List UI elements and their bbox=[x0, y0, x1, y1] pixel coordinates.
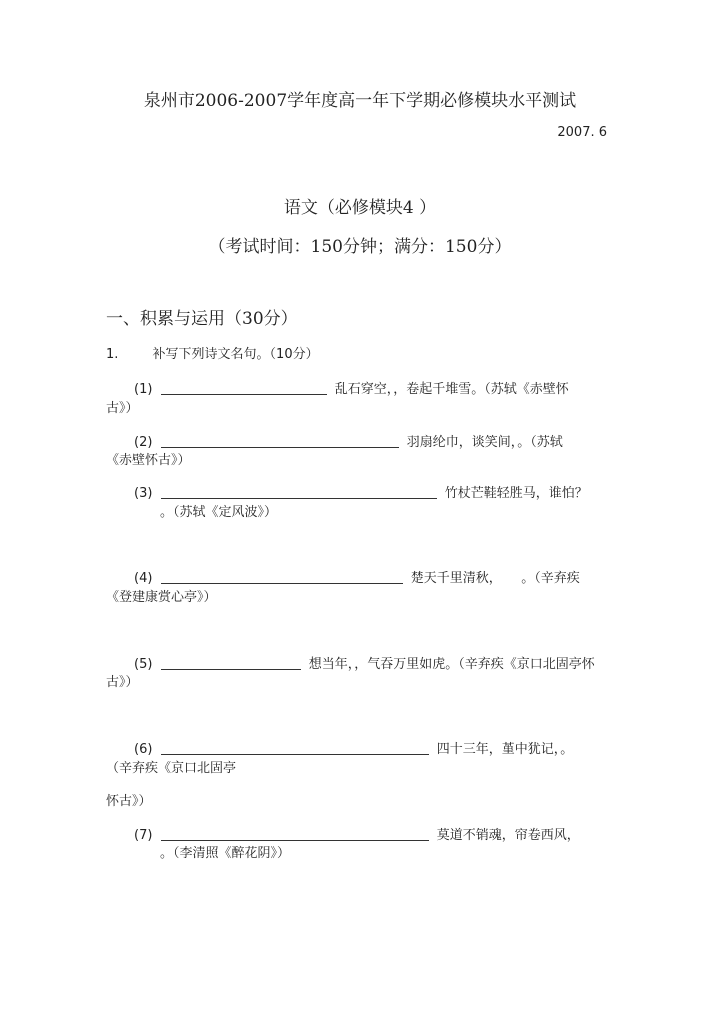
item-1 bbox=[134, 378, 569, 397]
item-6-continuation: （辛弃疾《京口北固亭 bbox=[106, 761, 237, 776]
item-4 bbox=[134, 567, 580, 586]
item-text: 想当年，，气吞万里如虎。（辛弃疾《京口北固亭怀 bbox=[308, 657, 595, 672]
item-text: 竹杖芒鞋轻胜马，谁怕？ bbox=[444, 486, 588, 501]
item-5-continuation: 古》） bbox=[106, 675, 139, 690]
item-1-continuation: 古》） bbox=[106, 401, 139, 416]
subject-title: 语文（必修模块4 ） bbox=[283, 198, 437, 218]
item-number: (5) bbox=[134, 657, 153, 672]
item-text: 莫道不销魂，帘卷西风， bbox=[436, 828, 580, 843]
answer-blank[interactable] bbox=[161, 438, 399, 448]
item-2 bbox=[134, 431, 563, 450]
answer-blank[interactable] bbox=[161, 660, 301, 670]
answer-blank[interactable] bbox=[161, 385, 327, 395]
answer-blank[interactable] bbox=[161, 831, 429, 841]
item-3 bbox=[134, 482, 588, 501]
item-4-continuation: 《登建康赏心亭》） bbox=[106, 590, 217, 605]
item-number: (7) bbox=[134, 828, 153, 843]
answer-blank[interactable] bbox=[161, 574, 403, 584]
item-7-continuation: 。（李清照《醉花阴》） bbox=[160, 846, 291, 861]
item-number: (3) bbox=[134, 486, 153, 501]
item-6 bbox=[134, 738, 573, 757]
item-text: 羽扇纶巾，谈笑间，。（苏轼 bbox=[406, 435, 563, 450]
item-text: 楚天千里清秋， 。（辛弃疾 bbox=[410, 571, 580, 586]
item-text: 四十三年，堇中犹记，。 bbox=[436, 742, 574, 757]
item-number: (1) bbox=[134, 382, 153, 397]
item-text: 乱石穿空，，卷起千堆雪。（苏轼《赤壁怀 bbox=[334, 382, 569, 397]
item-number: (4) bbox=[134, 571, 153, 586]
item-5 bbox=[134, 653, 595, 672]
item-2-continuation: 《赤壁怀古》） bbox=[106, 453, 191, 468]
answer-blank[interactable] bbox=[161, 489, 437, 499]
answer-blank[interactable] bbox=[161, 745, 429, 755]
item-3-continuation: 。（苏轼《定风波》） bbox=[160, 505, 278, 520]
question-number: 1. bbox=[106, 347, 119, 362]
item-number: (2) bbox=[134, 435, 153, 450]
exam-date: 2007. 6 bbox=[557, 125, 607, 140]
exam-title: 泉州市2006-2007学年度高一年下学期必修模块水平测试 bbox=[143, 91, 577, 111]
question-1 bbox=[106, 343, 319, 362]
question-text: 补写下列诗文名句。（10分） bbox=[152, 347, 319, 362]
item-7 bbox=[134, 824, 580, 843]
section-heading: 一、积累与运用（30分） bbox=[106, 309, 298, 329]
item-6-continuation-2: 怀古》） bbox=[106, 794, 152, 809]
item-number: (6) bbox=[134, 742, 153, 757]
exam-info: （考试时间：150分钟；满分：150分） bbox=[208, 237, 512, 257]
